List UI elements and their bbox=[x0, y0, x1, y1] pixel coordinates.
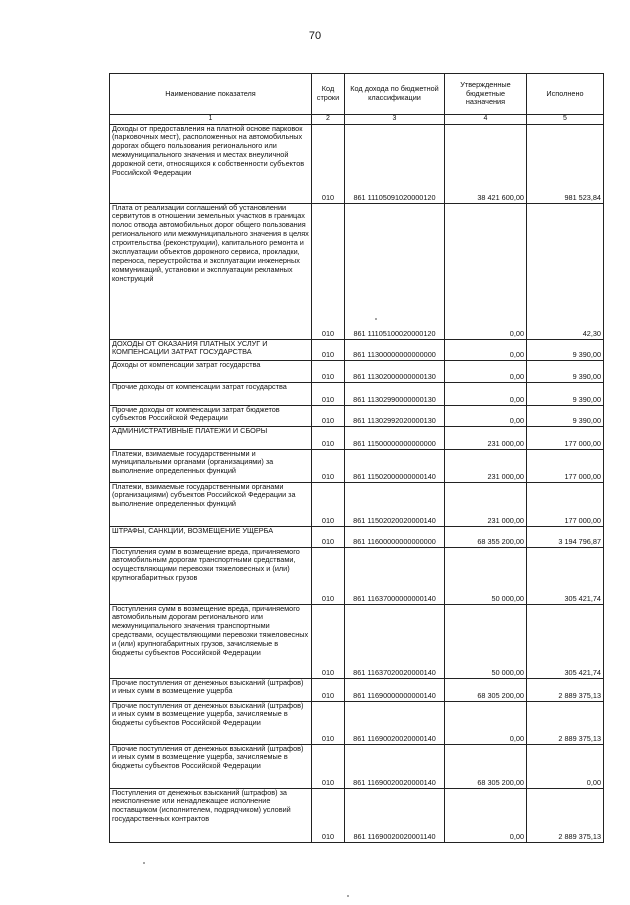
indicator-name: АДМИНИСТРАТИВНЫЕ ПЛАТЕЖИ И СБОРЫ bbox=[110, 426, 312, 449]
table-row bbox=[110, 449, 604, 482]
revenue-code: 861 11690020020001140 bbox=[345, 788, 445, 842]
indicator-name: Поступления от денежных взысканий (штрафов) за неисполнение или ненадлежащее исполнение поставщиком (исполнителем, подрядчиком) условий государственных контрактов bbox=[110, 788, 312, 842]
executed-amount: 177 000,00 bbox=[527, 426, 604, 449]
executed-amount: 2 889 375,13 bbox=[527, 788, 604, 842]
approved-amount: 0,00 bbox=[445, 360, 527, 382]
table-row bbox=[110, 426, 604, 449]
scan-speck bbox=[375, 318, 377, 320]
line-code: 010 bbox=[312, 449, 345, 482]
indicator-name: Доходы от компенсации затрат государства bbox=[110, 360, 312, 382]
table-row bbox=[110, 382, 604, 405]
approved-amount: 0,00 bbox=[445, 382, 527, 405]
indicator-name: Прочие поступления от денежных взысканий (штрафов) и иных сумм в возмещение ущерба, зачисляемые в бюджеты субъектов Российской Федерации bbox=[110, 701, 312, 744]
executed-amount: 9 390,00 bbox=[527, 382, 604, 405]
header-approved-appropriations: Утвержденные бюджетные назначения bbox=[445, 74, 527, 115]
executed-amount: 3 194 796,87 bbox=[527, 526, 604, 547]
page-number: 70 bbox=[308, 30, 322, 42]
revenue-code: 861 11300000000000000 bbox=[345, 339, 445, 360]
table-row bbox=[110, 482, 604, 526]
header-executed: Исполнено bbox=[527, 74, 604, 115]
executed-amount: 177 000,00 bbox=[527, 449, 604, 482]
indicator-name: Прочие поступления от денежных взысканий (штрафов) и иных сумм в возмещение ущерба, зачисляемые в бюджеты субъектов Российской Федерации bbox=[110, 744, 312, 788]
indicator-name: Платежи, взимаемые государственными и муниципальными органами (организациями) за выполнение определенных функций bbox=[110, 449, 312, 482]
revenue-code: 861 11302990000000130 bbox=[345, 382, 445, 405]
indicator-name: ШТРАФЫ, САНКЦИИ, ВОЗМЕЩЕНИЕ УЩЕРБА bbox=[110, 526, 312, 547]
table-row bbox=[110, 701, 604, 744]
revenue-code: 861 11302992020000130 bbox=[345, 405, 445, 426]
executed-amount: 9 390,00 bbox=[527, 405, 604, 426]
revenue-code: 861 11500000000000000 bbox=[345, 426, 445, 449]
revenue-code: 861 11690020020000140 bbox=[345, 701, 445, 744]
line-code: 010 bbox=[312, 547, 345, 604]
table-row bbox=[110, 124, 604, 203]
table-row bbox=[110, 526, 604, 547]
revenue-code: 861 11637000000000140 bbox=[345, 547, 445, 604]
revenue-code: 861 11105100020000120 bbox=[345, 203, 445, 339]
approved-amount: 0,00 bbox=[445, 339, 527, 360]
scan-speck bbox=[143, 862, 145, 864]
header-indicator-name: Наименование показателя bbox=[110, 74, 312, 115]
indicator-name: Прочие поступления от денежных взысканий (штрафов) и иных сумм в возмещение ущерба bbox=[110, 678, 312, 701]
table-row bbox=[110, 788, 604, 842]
executed-amount: 177 000,00 bbox=[527, 482, 604, 526]
executed-amount: 9 390,00 bbox=[527, 360, 604, 382]
revenue-code: 861 11302000000000130 bbox=[345, 360, 445, 382]
line-code: 010 bbox=[312, 701, 345, 744]
line-code: 010 bbox=[312, 788, 345, 842]
executed-amount: 305 421,74 bbox=[527, 604, 604, 678]
executed-amount: 42,30 bbox=[527, 203, 604, 339]
revenue-report-table bbox=[109, 73, 604, 843]
line-code: 010 bbox=[312, 678, 345, 701]
indicator-name: Поступления сумм в возмещение вреда, причиняемого автомобильным дорогам регионального или межмуниципального значения транспортными средствами, осуществляющими перевозки тяжеловесных и (или) крупногабаритных грузов, зачисляемые в бюджеты субъектов Российской Федерации bbox=[110, 604, 312, 678]
indicator-name: ДОХОДЫ ОТ ОКАЗАНИЯ ПЛАТНЫХ УСЛУГ И КОМПЕНСАЦИИ ЗАТРАТ ГОСУДАРСТВА bbox=[110, 339, 312, 360]
indicator-name: Поступления сумм в возмещение вреда, причиняемого автомобильным дорогам транспортными средствами, осуществляющими перевозки тяжеловесных и (или) крупногабаритных грузов bbox=[110, 547, 312, 604]
header-line-code: Код строки bbox=[312, 74, 345, 115]
indicator-name: Прочие доходы от компенсации затрат бюджетов субъектов Российской Федерации bbox=[110, 405, 312, 426]
line-code: 010 bbox=[312, 526, 345, 547]
column-number: 1 bbox=[110, 115, 312, 125]
approved-amount: 0,00 bbox=[445, 405, 527, 426]
table-row bbox=[110, 547, 604, 604]
executed-amount: 9 390,00 bbox=[527, 339, 604, 360]
approved-amount: 231 000,00 bbox=[445, 426, 527, 449]
line-code: 010 bbox=[312, 604, 345, 678]
table-row bbox=[110, 360, 604, 382]
executed-amount: 2 889 375,13 bbox=[527, 701, 604, 744]
revenue-code: 861 11502000000000140 bbox=[345, 449, 445, 482]
approved-amount: 50 000,00 bbox=[445, 547, 527, 604]
indicator-name: Платежи, взимаемые государственными органами (организациями) субъектов Российской Федерации за выполнение определенных функций bbox=[110, 482, 312, 526]
table-header-row bbox=[110, 74, 604, 115]
line-code: 010 bbox=[312, 426, 345, 449]
approved-amount: 50 000,00 bbox=[445, 604, 527, 678]
line-code: 010 bbox=[312, 405, 345, 426]
revenue-code: 861 11637020020000140 bbox=[345, 604, 445, 678]
indicator-name: Прочие доходы от компенсации затрат государства bbox=[110, 382, 312, 405]
approved-amount: 231 000,00 bbox=[445, 449, 527, 482]
line-code: 010 bbox=[312, 382, 345, 405]
scan-speck bbox=[347, 895, 349, 897]
line-code: 010 bbox=[312, 744, 345, 788]
line-code: 010 bbox=[312, 339, 345, 360]
approved-amount: 0,00 bbox=[445, 788, 527, 842]
approved-amount: 0,00 bbox=[445, 701, 527, 744]
approved-amount: 68 355 200,00 bbox=[445, 526, 527, 547]
approved-amount: 38 421 600,00 bbox=[445, 124, 527, 203]
indicator-name: Доходы от предоставления на платной основе парковок (парковочных мест), расположенных на автомобильных дорогах общего пользования регионального или межмуниципального значения и местах внеуличной дорожной сети, относящихся к собственности субъектов Российской Федерации bbox=[110, 124, 312, 203]
table-row bbox=[110, 405, 604, 426]
column-number: 4 bbox=[445, 115, 527, 125]
revenue-code: 861 11502020020000140 bbox=[345, 482, 445, 526]
table-row bbox=[110, 339, 604, 360]
approved-amount: 68 305 200,00 bbox=[445, 678, 527, 701]
line-code: 010 bbox=[312, 203, 345, 339]
approved-amount: 0,00 bbox=[445, 203, 527, 339]
column-number: 2 bbox=[312, 115, 345, 125]
revenue-code: 861 11105091020000120 bbox=[345, 124, 445, 203]
executed-amount: 981 523,84 bbox=[527, 124, 604, 203]
column-number: 5 bbox=[527, 115, 604, 125]
table-row bbox=[110, 604, 604, 678]
executed-amount: 305 421,74 bbox=[527, 547, 604, 604]
table-row bbox=[110, 744, 604, 788]
column-number-row bbox=[110, 115, 604, 125]
header-budget-classification-code: Код дохода по бюджетной классификации bbox=[345, 74, 445, 115]
line-code: 010 bbox=[312, 360, 345, 382]
approved-amount: 68 305 200,00 bbox=[445, 744, 527, 788]
table-row bbox=[110, 203, 604, 339]
column-number: 3 bbox=[345, 115, 445, 125]
approved-amount: 231 000,00 bbox=[445, 482, 527, 526]
indicator-name: Плата от реализации соглашений об установлении сервитутов в отношении земельных участков в границах полос отвода автомобильных дорог общего пользования регионального или межмуниципального значения в целях строительства (реконструкции), капитального ремонта и эксплуатации объектов дорожного сервиса, прокладки, переноса, переустройства и эксплуатации инженерных коммуникаций, установки и эксплуатации рекламных конструкций bbox=[110, 203, 312, 339]
revenue-code: 861 11690000000000140 bbox=[345, 678, 445, 701]
revenue-code: 861 11600000000000000 bbox=[345, 526, 445, 547]
revenue-code: 861 11690020020000140 bbox=[345, 744, 445, 788]
line-code: 010 bbox=[312, 124, 345, 203]
table-row bbox=[110, 678, 604, 701]
line-code: 010 bbox=[312, 482, 345, 526]
executed-amount: 2 889 375,13 bbox=[527, 678, 604, 701]
executed-amount: 0,00 bbox=[527, 744, 604, 788]
